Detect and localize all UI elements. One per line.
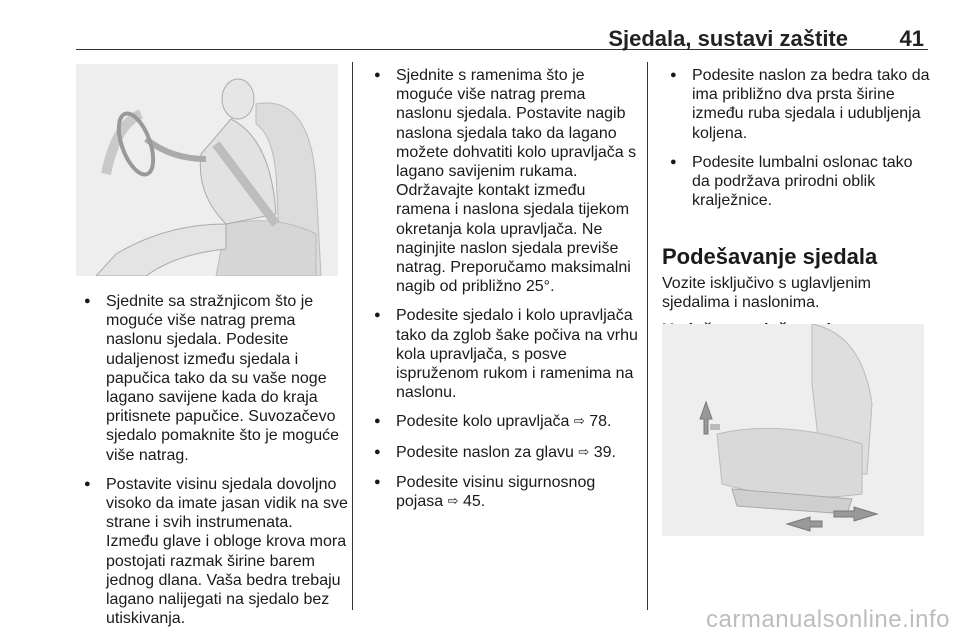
seating-guidelines-list <box>76 292 348 638</box>
section-text: Vozite isključivo s uglavljenim sjedalima i naslonima. <box>662 275 871 312</box>
list-item-text: Podesite visinu sigurnosnog pojasa <box>396 473 596 511</box>
section-heading: Podešavanje sjedala <box>662 244 878 269</box>
list-item: ● Podesite lumbalni oslonac tako da podržava prirodni oblik kralježnice. <box>662 153 932 211</box>
seat-adjustment-illustration <box>662 324 924 536</box>
list-item: ● Sjednite sa stražnjicom što je moguće više natrag prema naslonu sjedala. Podesite udaljenost između sjedala i papučica tako da su vaše noge lagano savijene kada do kraja pritisnete papučice. Suvozačevo sjedalo pomaknite što je moguće više natrag. <box>76 292 348 465</box>
list-item: ● Postavite visinu sjedala dovoljno visoko da imate jasan vidik na sve strane i svih instrumenata. Između glave i obloge krova mora postojati razmak širine barem jednog dlana. Vaša bedra trebaju lagano nalijegati na sjedalo bez utiskivanja. <box>76 475 348 629</box>
list-item <box>366 473 638 512</box>
list-item-text: Sjednite s ramenima što je moguće više natrag prema naslonu sjedala. Postavite nagib naslona sjedala tako da lagano možete dohvatiti kolo upravljača s lagano savijenim rukama. Održavajte kontakt između ramena i naslona sjedala tijekom okretanja kola upravljača. Ne naginjite naslon sjedala previše natrag. Preporučamo maksimalni nagib od približno 25°. <box>396 67 637 296</box>
list-item-text: Podesite kolo upravljača <box>396 413 570 431</box>
page-reference-arrow-icon: ⇨ <box>447 494 459 510</box>
list-item: ● Podesite naslon za bedra tako da ima približno dva prsta širine između ruba sjedala i udubljenja koljena. <box>662 66 932 143</box>
page-reference-arrow-icon: ⇨ <box>573 414 585 430</box>
list-item-text: Podesite sjedalo i kolo upravljača tako da zglob šake počiva na vrhu kola upravljača, s posve ispruženom rukom i ramenima na naslonu. <box>396 307 638 402</box>
driver-seating-drawing <box>76 64 338 276</box>
page-reference[interactable]: 78. <box>589 413 612 431</box>
watermark: carmanualsonline.info <box>706 606 950 633</box>
header-title: Sjedala, sustavi zaštite <box>608 26 848 51</box>
page-reference[interactable]: 45. <box>462 493 486 511</box>
page-reference[interactable]: 39. <box>593 443 616 461</box>
list-item <box>366 443 638 463</box>
column-divider <box>352 62 353 610</box>
column-divider <box>647 62 648 610</box>
seat-adjustment-drawing <box>662 324 924 536</box>
page-number: 41 <box>899 26 924 51</box>
driver-seating-illustration <box>76 64 338 276</box>
list-item-text: Podesite naslon za glavu <box>396 443 574 461</box>
seating-guidelines-list-3 <box>662 66 932 220</box>
page-reference-arrow-icon: ⇨ <box>578 444 590 460</box>
list-item <box>366 412 638 432</box>
list-item <box>366 306 638 402</box>
seating-guidelines-list-2 <box>366 66 638 522</box>
page-header <box>76 0 928 50</box>
list-item <box>366 66 638 296</box>
